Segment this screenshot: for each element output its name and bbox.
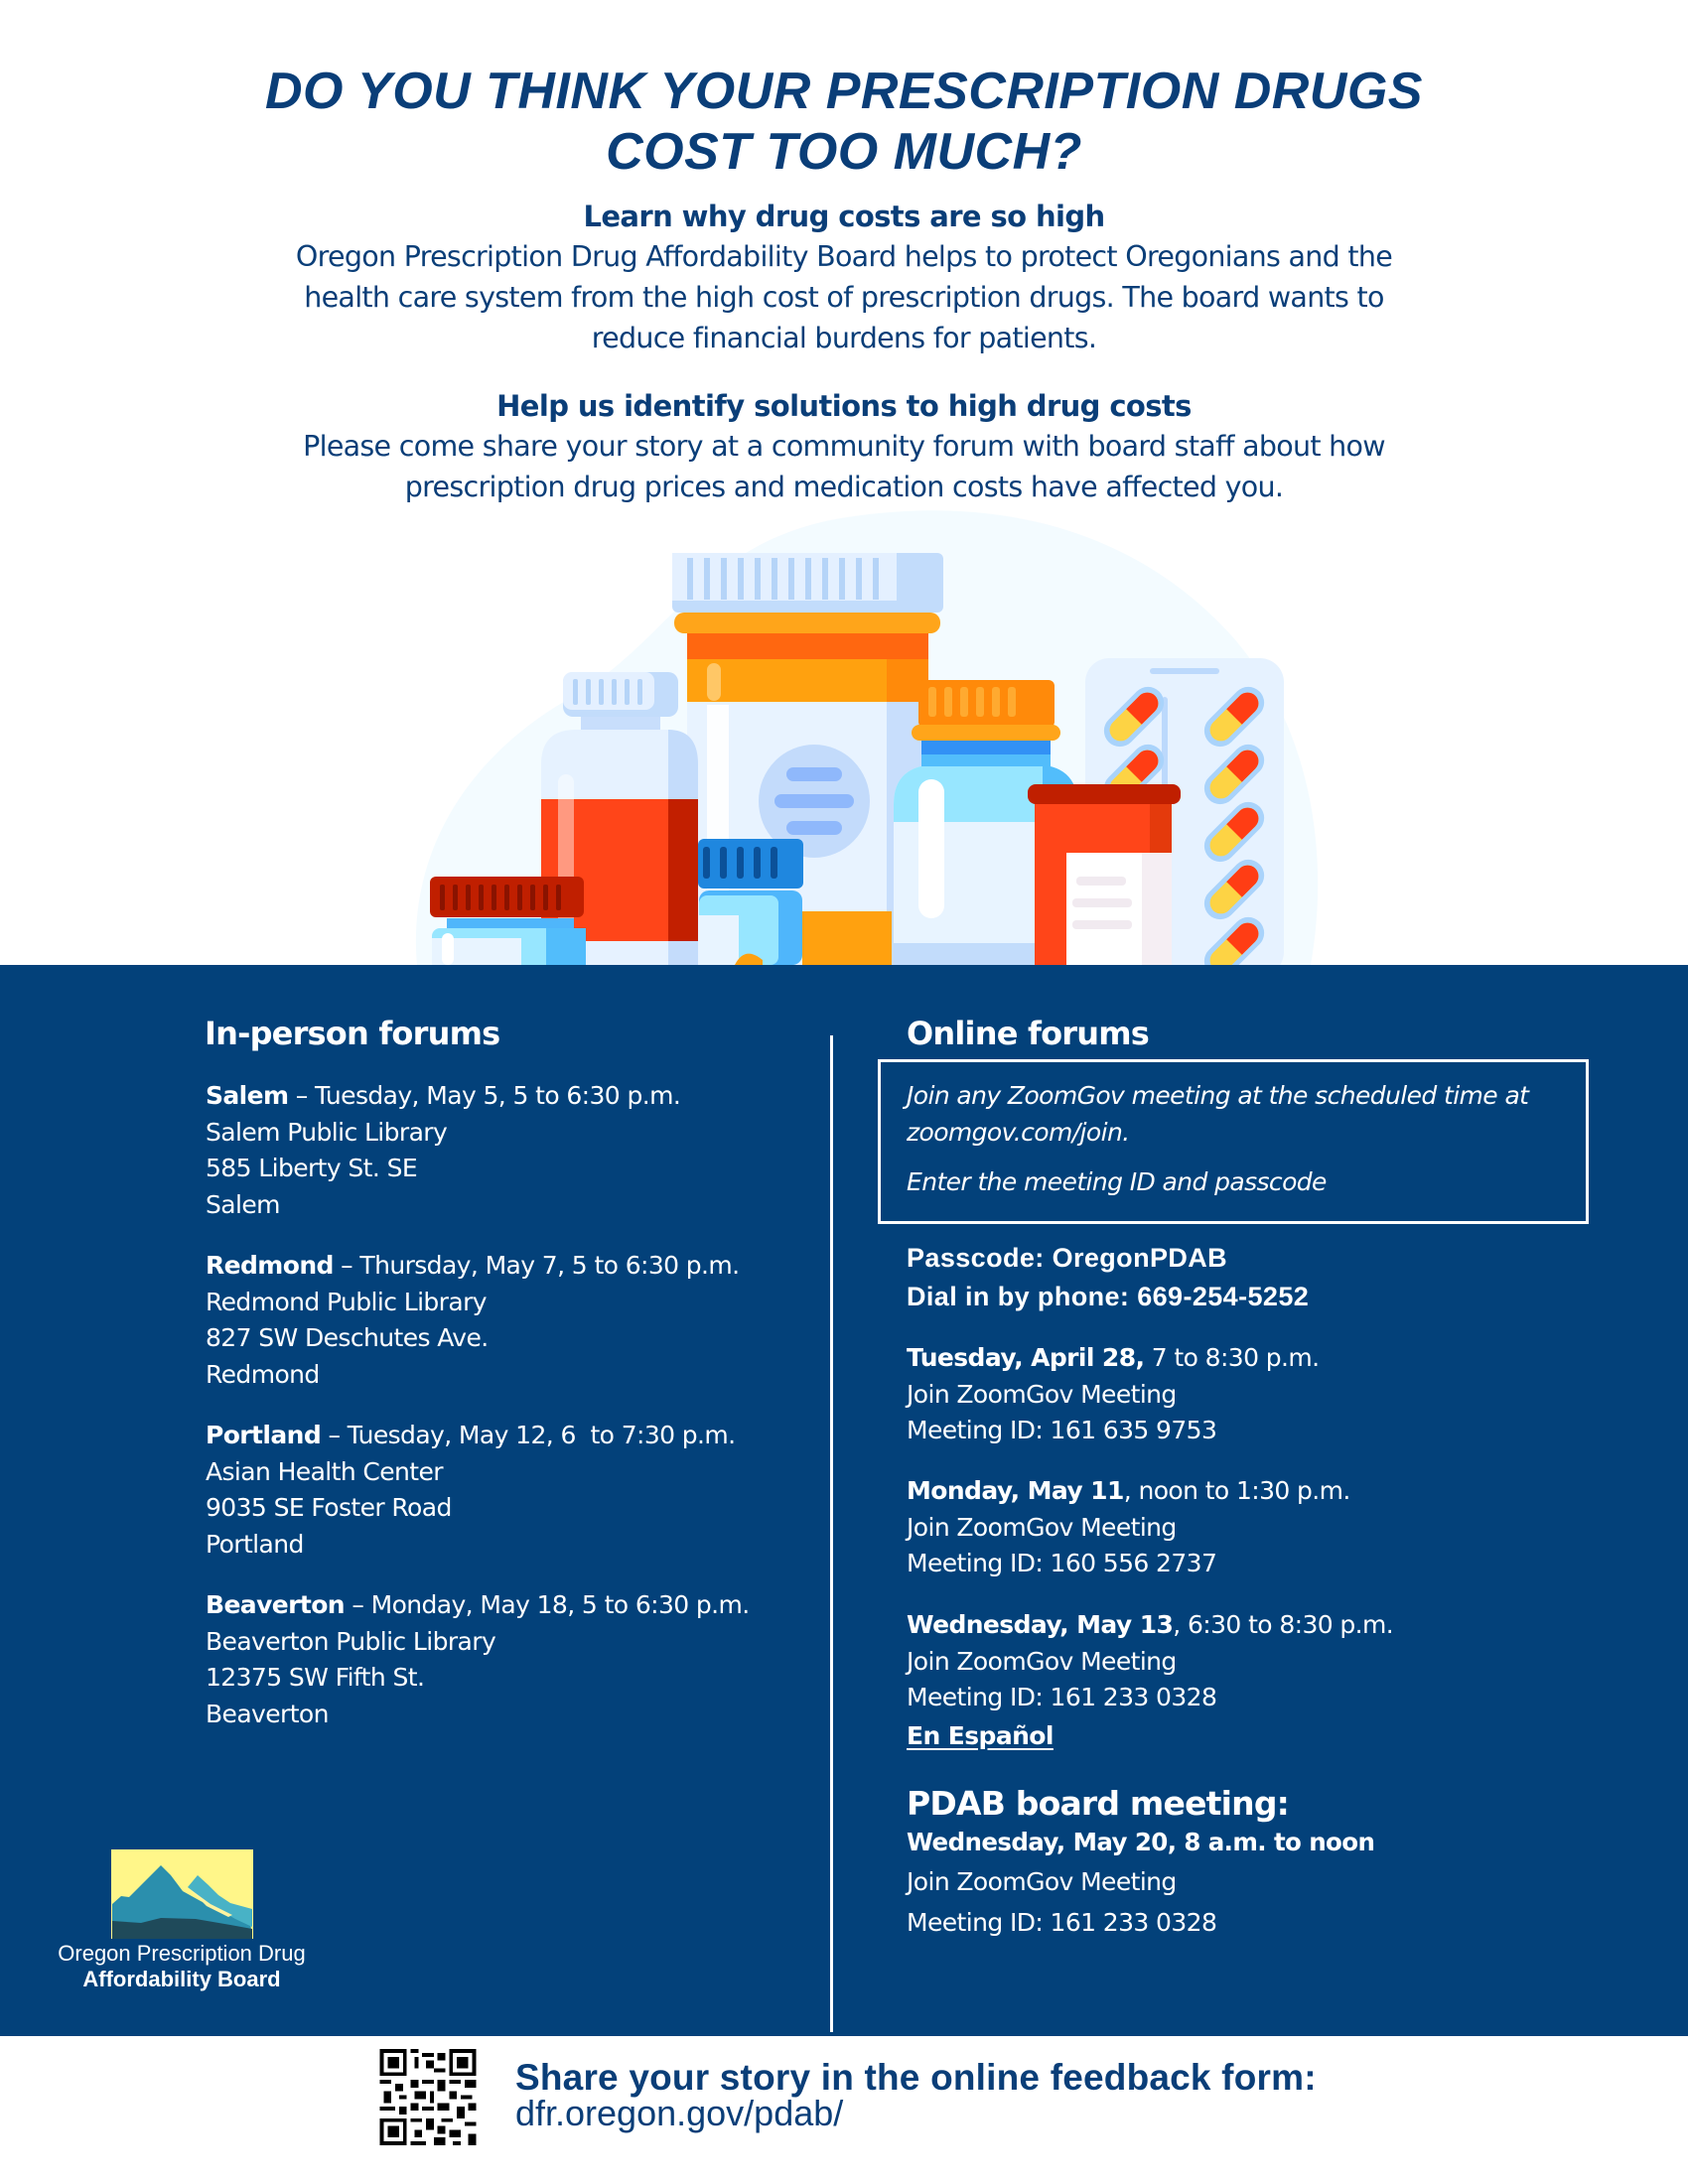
intro-body [0,236,1688,358]
logo-text [22,1941,342,1992]
zoom-instructions [907,1078,1528,1201]
join-zoom-link[interactable]: Join ZoomGov Meeting [907,1379,1177,1409]
cta-line: prescription drug prices and medication costs have affected you. [404,471,1284,503]
forum-beaverton [206,1587,750,1732]
mountain-logo-icon [111,1849,253,1939]
session-time: , 6:30 to 8:30 p.m. [1173,1610,1394,1639]
meeting-id: Meeting ID: 161 233 0328 [907,1683,1217,1711]
cta-line: Please come share your story at a community forum with board staff about how [303,430,1385,463]
join-zoom-link[interactable]: Join ZoomGov Meeting [907,1512,1177,1542]
qr-code[interactable] [378,2049,478,2145]
title-line-1: DO YOU THINK YOUR PRESCRIPTION DRUGS [265,63,1423,120]
column-divider [830,1035,833,2032]
forum-town: Portland [206,1529,304,1559]
forum-city: Beaverton [206,1590,345,1619]
forum-datetime: – Tuesday, May 5, 5 to 6:30 p.m. [288,1081,681,1110]
instructions-line-2: zoomgov.com/join. [907,1117,1130,1147]
intro-line: health care system from the high cost of prescription drugs. The board wants to [304,281,1384,314]
forum-portland [206,1418,736,1563]
join-zoom-link[interactable]: Join ZoomGov Meeting [907,1646,1177,1676]
intro-line: reduce financial burdens for patients. [591,322,1097,354]
blue-cap-bottle-icon [695,836,809,965]
forum-venue: Beaverton Public Library [206,1626,496,1656]
pill-blister-pack-icon [1082,655,1291,965]
in-person-heading: In-person forums [205,1015,500,1052]
forum-datetime: – Tuesday, May 12, 6 to 7:30 p.m. [321,1421,736,1449]
meeting-id: Meeting ID: 161 635 9753 [907,1416,1217,1444]
forum-datetime: – Thursday, May 7, 5 to 6:30 p.m. [333,1251,740,1280]
forum-redmond [206,1248,740,1393]
forum-address: 827 SW Deschutes Ave. [206,1323,489,1352]
footer-heading: Share your story in the online feedback form: [515,2057,1317,2098]
board-meeting-date: Wednesday, May 20, 8 a.m. to noon [907,1828,1375,1856]
instructions-line-1: Join any ZoomGov meeting at the scheduled time at [907,1081,1529,1110]
logo-line-2: Affordability Board [82,1967,281,1991]
logo-line-1: Oregon Prescription Drug [58,1941,306,1966]
forum-venue: Salem Public Library [206,1117,448,1147]
passcode-block [907,1239,1309,1316]
meeting-id: Meeting ID: 160 556 2737 [907,1549,1217,1577]
forum-town: Redmond [206,1359,320,1389]
forum-datetime: – Monday, May 18, 5 to 6:30 p.m. [345,1590,750,1619]
online-session [907,1607,1393,1754]
session-date: Wednesday, May 13 [907,1610,1174,1639]
session-time: , noon to 1:30 p.m. [1123,1476,1350,1505]
forum-city: Salem [206,1081,289,1110]
red-bottle-icon [1025,781,1184,965]
forum-city: Redmond [206,1251,334,1280]
forum-town: Salem [206,1189,280,1219]
meeting-id: Meeting ID: 161 233 0328 [907,1908,1217,1937]
cta-body [0,426,1688,507]
small-bottle-red-cap-icon [427,874,591,965]
forum-city: Portland [206,1421,322,1449]
cyan-bottle-orange-cap-icon [889,675,1087,965]
capsules [1097,680,1271,965]
forum-salem [206,1078,680,1223]
background-blob-icon [377,496,1331,965]
dial-in-text: Dial in by phone: 669-254-5252 [907,1282,1310,1311]
intro-line: Oregon Prescription Drug Affordability Board helps to protect Oregonians and the [295,240,1393,273]
large-bottle-icon [665,546,953,965]
forum-venue: Redmond Public Library [206,1287,487,1316]
tall-bottle-red-label-icon [536,665,705,965]
session-date: Tuesday, April 28, [907,1343,1145,1372]
qr-code-icon [378,2049,478,2145]
forum-town: Beaverton [206,1699,329,1728]
intro-heading: Learn why drug costs are so high [583,200,1105,233]
page-title [0,62,1688,183]
join-zoom-link[interactable]: Join ZoomGov Meeting [907,1867,1177,1896]
forum-venue: Asian Health Center [206,1456,443,1486]
online-session [907,1340,1319,1449]
forum-address: 9035 SE Foster Road [206,1493,452,1522]
passcode-text: Passcode: OregonPDAB [907,1243,1228,1273]
forum-address: 12375 SW Fifth St. [206,1663,425,1692]
session-date: Monday, May 11 [907,1476,1124,1505]
feedback-form-link[interactable]: dfr.oregon.gov/pdab/ [515,2093,844,2133]
forum-address: 585 Liberty St. SE [206,1154,418,1182]
session-time: 7 to 8:30 p.m. [1144,1343,1320,1372]
cta-heading: Help us identify solutions to high drug costs [496,389,1192,423]
pdab-logo [111,1849,253,1939]
instructions-line-3: Enter the meeting ID and passcode [907,1167,1327,1196]
board-meeting [907,1784,1374,1943]
online-heading: Online forums [907,1015,1150,1052]
en-espanol-link[interactable]: En Español [907,1720,1054,1750]
board-meeting-heading: PDAB board meeting: [907,1784,1290,1823]
title-line-2: COST TOO MUCH? [606,123,1082,181]
online-session [907,1473,1350,1582]
